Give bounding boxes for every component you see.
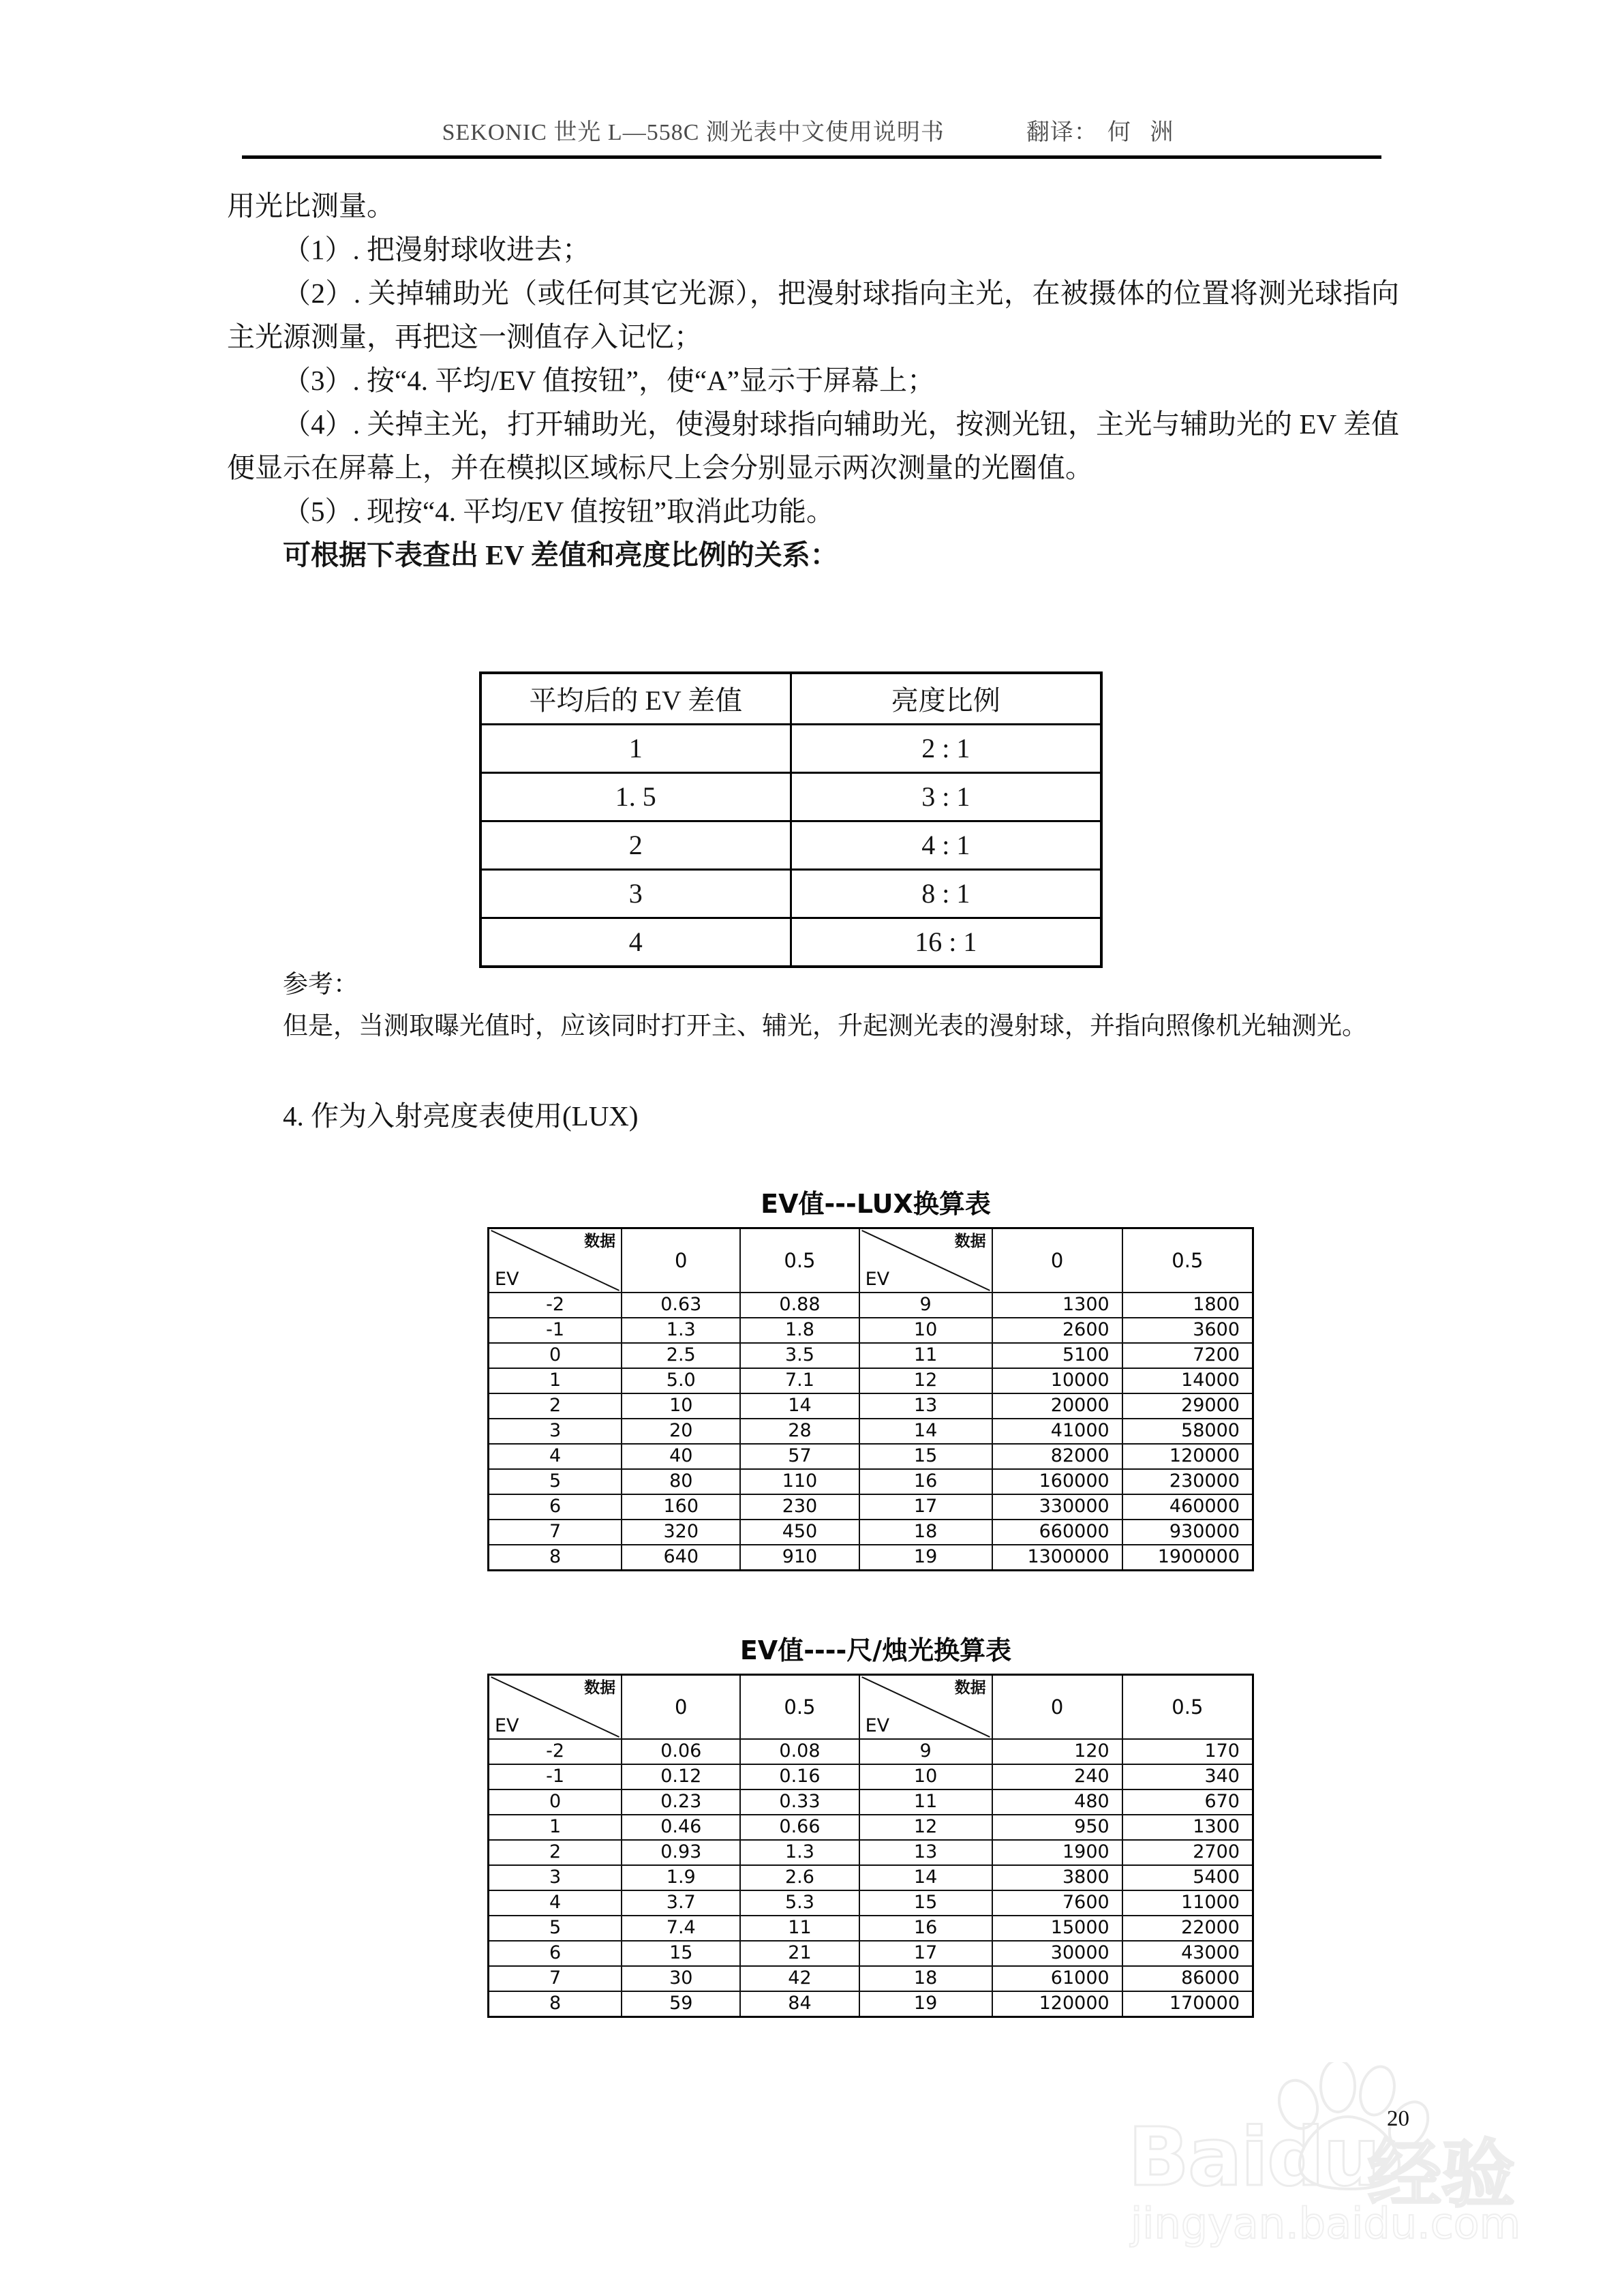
ev-value-cell: 18	[859, 1520, 992, 1545]
ev-difference-cell: 3	[480, 870, 791, 918]
value-cell-0: 5100	[992, 1343, 1122, 1368]
ev-value-cell: 6	[489, 1941, 622, 1966]
table-row	[489, 1494, 1253, 1520]
table-row	[489, 1916, 1253, 1941]
value-cell-0point5: 1.8	[740, 1318, 859, 1343]
value-cell-0: 0.63	[622, 1293, 740, 1318]
ev-value-cell: 11	[859, 1343, 992, 1368]
value-cell-0point5: 0.08	[740, 1739, 859, 1764]
table-row	[489, 1393, 1253, 1419]
lux-conversion-table	[487, 1227, 1254, 1571]
body-text-block	[227, 184, 1399, 577]
value-cell-0point5: 230	[740, 1494, 859, 1520]
ev-value-cell: 18	[859, 1966, 992, 1991]
lux-table-title: EV值---LUX换算表	[761, 1189, 991, 1219]
ev-value-cell: 19	[859, 1991, 992, 2017]
table-row	[489, 1789, 1253, 1815]
ev-value-cell: 1	[489, 1815, 622, 1840]
ev-value-cell: 17	[859, 1494, 992, 1520]
section-heading: 4. 作为入射亮度表使用(LUX)	[283, 1100, 639, 1132]
ev-value-cell: -2	[489, 1293, 622, 1318]
value-cell-0: 2600	[992, 1318, 1122, 1343]
value-cell-0point5: 57	[740, 1444, 859, 1469]
value-cell-0point5: 910	[740, 1545, 859, 1571]
value-cell-0: 15000	[992, 1916, 1122, 1941]
value-cell-0: 480	[992, 1789, 1122, 1815]
ev-difference-cell: 1. 5	[480, 773, 791, 821]
header-translator-label: 翻译：	[1026, 120, 1098, 145]
ev-value-cell: 8	[489, 1991, 622, 2017]
value-cell-0point5: 1800	[1122, 1293, 1253, 1318]
ev-value-cell: 14	[859, 1419, 992, 1444]
ev-value-cell: 14	[859, 1865, 992, 1890]
ev-ratio-table-wrap	[479, 671, 1103, 968]
corner-header-cell-left	[489, 1228, 622, 1293]
ev-value-cell: -1	[489, 1318, 622, 1343]
lux-table-wrap	[487, 1227, 1254, 1571]
table-row	[489, 1840, 1253, 1865]
ev-value-cell: 3	[489, 1419, 622, 1444]
value-cell-0: 10000	[992, 1368, 1122, 1393]
corner-header-cell-right	[859, 1228, 992, 1293]
ev-value-cell: 5	[489, 1469, 622, 1494]
value-cell-0point5: 5400	[1122, 1865, 1253, 1890]
value-cell-0point5: 22000	[1122, 1916, 1253, 1941]
value-cell-0: 3.7	[622, 1890, 740, 1916]
value-cell-0point5: 2.6	[740, 1865, 859, 1890]
value-cell-0point5: 0.88	[740, 1293, 859, 1318]
value-cell-0point5: 11	[740, 1916, 859, 1941]
value-cell-0: 120	[992, 1739, 1122, 1764]
table-row	[480, 773, 1101, 821]
ev-value-cell: 7	[489, 1966, 622, 1991]
value-cell-0: 20	[622, 1419, 740, 1444]
ev-value-cell: 15	[859, 1444, 992, 1469]
ev-difference-cell: 1	[480, 725, 791, 773]
brightness-ratio-cell: 4 : 1	[791, 821, 1101, 870]
reference-block	[227, 965, 1399, 1048]
column-header-0: 0	[622, 1675, 740, 1740]
value-cell-0: 7600	[992, 1890, 1122, 1916]
brightness-ratio-cell: 3 : 1	[791, 773, 1101, 821]
brightness-ratio-cell: 16 : 1	[791, 918, 1101, 967]
table-row	[489, 1520, 1253, 1545]
value-cell-0point5: 110	[740, 1469, 859, 1494]
ev-value-cell: 13	[859, 1393, 992, 1419]
value-cell-0: 40	[622, 1444, 740, 1469]
value-cell-0: 20000	[992, 1393, 1122, 1419]
table-row	[489, 1941, 1253, 1966]
table-row	[480, 918, 1101, 967]
table-row	[489, 1966, 1253, 1991]
value-cell-0: 0.93	[622, 1840, 740, 1865]
brightness-ratio-cell: 8 : 1	[791, 870, 1101, 918]
value-cell-0: 1300	[992, 1293, 1122, 1318]
value-cell-0point5: 43000	[1122, 1941, 1253, 1966]
column-header-0point5: 0.5	[1122, 1675, 1253, 1740]
value-cell-0point5: 930000	[1122, 1520, 1253, 1545]
corner-label-ev: EV	[495, 1268, 519, 1290]
table-header-row	[489, 1228, 1253, 1293]
table-row	[489, 1865, 1253, 1890]
ev-value-cell: 8	[489, 1545, 622, 1571]
table-intro-line: 可根据下表查出 EV 差值和亮度比例的关系：	[283, 539, 838, 571]
value-cell-0: 1.9	[622, 1865, 740, 1890]
column-header-0: 0	[992, 1228, 1122, 1293]
value-cell-0point5: 1.3	[740, 1840, 859, 1865]
ev-value-cell: 12	[859, 1368, 992, 1393]
value-cell-0: 61000	[992, 1966, 1122, 1991]
ev-ratio-table	[479, 671, 1103, 968]
value-cell-0: 59	[622, 1991, 740, 2017]
table-row	[480, 821, 1101, 870]
value-cell-0point5: 58000	[1122, 1419, 1253, 1444]
ev-value-cell: 10	[859, 1764, 992, 1789]
column-header-0: 0	[622, 1228, 740, 1293]
value-cell-0: 30	[622, 1966, 740, 1991]
ev-value-cell: 15	[859, 1890, 992, 1916]
ev-value-cell: 7	[489, 1520, 622, 1545]
value-cell-0: 41000	[992, 1419, 1122, 1444]
value-cell-0point5: 340	[1122, 1764, 1253, 1789]
brightness-ratio-cell: 2 : 1	[791, 725, 1101, 773]
value-cell-0point5: 1900000	[1122, 1545, 1253, 1571]
value-cell-0: 0.12	[622, 1764, 740, 1789]
value-cell-0point5: 460000	[1122, 1494, 1253, 1520]
page-number: 20	[1387, 2106, 1409, 2131]
value-cell-0point5: 120000	[1122, 1444, 1253, 1469]
table-row	[489, 1419, 1253, 1444]
value-cell-0: 0.23	[622, 1789, 740, 1815]
value-cell-0: 7.4	[622, 1916, 740, 1941]
value-cell-0: 82000	[992, 1444, 1122, 1469]
value-cell-0point5: 11000	[1122, 1890, 1253, 1916]
value-cell-0: 0.06	[622, 1739, 740, 1764]
ev-value-cell: 4	[489, 1890, 622, 1916]
watermark-brand: Baidu	[1128, 2110, 1379, 2204]
value-cell-0point5: 28	[740, 1419, 859, 1444]
ev-value-cell: 16	[859, 1916, 992, 1941]
ev-value-cell: 12	[859, 1815, 992, 1840]
header-translator-name: 何 洲	[1107, 120, 1180, 145]
value-cell-0point5: 14	[740, 1393, 859, 1419]
corner-header-cell-left	[489, 1675, 622, 1740]
value-cell-0: 80	[622, 1469, 740, 1494]
value-cell-0point5: 170000	[1122, 1991, 1253, 2017]
value-cell-0point5: 1300	[1122, 1815, 1253, 1840]
value-cell-0point5: 21	[740, 1941, 859, 1966]
step-5: （5）. 现按“4. 平均/EV 值按钮”取消此功能。	[283, 496, 834, 527]
value-cell-0: 160000	[992, 1469, 1122, 1494]
value-cell-0: 0.46	[622, 1815, 740, 1840]
step-3: （3）. 按“4. 平均/EV 值按钮”，使“A”显示于屏幕上；	[283, 365, 935, 396]
value-cell-0: 30000	[992, 1941, 1122, 1966]
table-row	[480, 870, 1101, 918]
value-cell-0point5: 230000	[1122, 1469, 1253, 1494]
page-header	[242, 106, 1380, 147]
ev-value-cell: 6	[489, 1494, 622, 1520]
table-row	[489, 1368, 1253, 1393]
value-cell-0point5: 670	[1122, 1789, 1253, 1815]
value-cell-0: 1.3	[622, 1318, 740, 1343]
ev-value-cell: 16	[859, 1469, 992, 1494]
column-header: 亮度比例	[791, 673, 1101, 725]
step-4: （4）. 关掉主光，打开辅助光，使漫射球指向辅助光，按测光钮，主光与辅助光的 EV 差值便显示在屏幕上，并在模拟区域标尺上会分别显示两次测量的光圈值。	[227, 408, 1399, 483]
ev-value-cell: 9	[859, 1293, 992, 1318]
ev-value-cell: 19	[859, 1545, 992, 1571]
value-cell-0: 240	[992, 1764, 1122, 1789]
value-cell-0: 640	[622, 1545, 740, 1571]
footcandle-conversion-table	[487, 1674, 1254, 2018]
value-cell-0point5: 3.5	[740, 1343, 859, 1368]
value-cell-0: 950	[992, 1815, 1122, 1840]
value-cell-0: 660000	[992, 1520, 1122, 1545]
table-row	[489, 1293, 1253, 1318]
header-title: SEKONIC 世光 L—558C 测光表中文使用说明书	[442, 120, 945, 145]
header-divider	[242, 155, 1381, 159]
ev-value-cell: 0	[489, 1789, 622, 1815]
value-cell-0point5: 5.3	[740, 1890, 859, 1916]
value-cell-0point5: 7200	[1122, 1343, 1253, 1368]
table-row	[489, 1739, 1253, 1764]
ev-value-cell: 17	[859, 1941, 992, 1966]
value-cell-0point5: 450	[740, 1520, 859, 1545]
value-cell-0point5: 84	[740, 1991, 859, 2017]
corner-header-cell-right	[859, 1675, 992, 1740]
ev-value-cell: 2	[489, 1840, 622, 1865]
column-header-0point5: 0.5	[1122, 1228, 1253, 1293]
value-cell-0point5: 42	[740, 1966, 859, 1991]
value-cell-0point5: 14000	[1122, 1368, 1253, 1393]
ev-value-cell: 5	[489, 1916, 622, 1941]
footcandle-table-title: EV值----尺/烛光换算表	[739, 1635, 1012, 1665]
ev-value-cell: 1	[489, 1368, 622, 1393]
table-row	[489, 1890, 1253, 1916]
table-header-row	[489, 1675, 1253, 1740]
value-cell-0point5: 86000	[1122, 1966, 1253, 1991]
section-heading-block	[227, 1094, 1399, 1138]
step-2: （2）. 关掉辅助光（或任何其它光源），把漫射球指向主光，在被摄体的位置将测光球指向主光源测量，再把这一测值存入记忆；	[227, 277, 1399, 352]
ev-difference-cell: 4	[480, 918, 791, 967]
value-cell-0: 10	[622, 1393, 740, 1419]
column-header-0: 0	[992, 1675, 1122, 1740]
corner-label-ev: EV	[865, 1715, 890, 1736]
value-cell-0point5: 2700	[1122, 1840, 1253, 1865]
table-row	[489, 1318, 1253, 1343]
table-row	[489, 1764, 1253, 1789]
ev-difference-cell: 2	[480, 821, 791, 870]
column-header-0point5: 0.5	[740, 1675, 859, 1740]
ev-value-cell: 13	[859, 1840, 992, 1865]
corner-label-ev: EV	[495, 1715, 519, 1736]
table-row	[489, 1545, 1253, 1571]
value-cell-0point5: 29000	[1122, 1393, 1253, 1419]
ev-value-cell: 11	[859, 1789, 992, 1815]
value-cell-0: 1900	[992, 1840, 1122, 1865]
footcandle-table-wrap	[487, 1674, 1254, 2018]
watermark-url: jingyan.baidu.com	[1131, 2199, 1521, 2248]
value-cell-0: 5.0	[622, 1368, 740, 1393]
watermark-brand-cn: 经验	[1368, 2132, 1516, 2218]
table-row	[489, 1815, 1253, 1840]
value-cell-0: 120000	[992, 1991, 1122, 2017]
corner-label-data: 数据	[584, 1233, 616, 1250]
corner-label-data: 数据	[954, 1233, 986, 1250]
value-cell-0point5: 0.33	[740, 1789, 859, 1815]
value-cell-0: 3800	[992, 1865, 1122, 1890]
value-cell-0: 330000	[992, 1494, 1122, 1520]
ev-value-cell: 2	[489, 1393, 622, 1419]
table-row	[489, 1469, 1253, 1494]
reference-text: 但是，当测取曝光值时，应该同时打开主、辅光，升起测光表的漫射球，并指向照像机光轴测光。	[283, 1012, 1367, 1040]
table-row	[489, 1991, 1253, 2017]
table-row	[489, 1343, 1253, 1368]
ev-value-cell: 3	[489, 1865, 622, 1890]
corner-label-data: 数据	[954, 1679, 986, 1697]
ev-value-cell: 4	[489, 1444, 622, 1469]
reference-label: 参考：	[283, 971, 358, 999]
value-cell-0: 1300000	[992, 1545, 1122, 1571]
step-1: （1）. 把漫射球收进去；	[283, 234, 590, 265]
value-cell-0: 2.5	[622, 1343, 740, 1368]
baidu-watermark	[1128, 2062, 1564, 2267]
corner-label-data: 数据	[584, 1679, 616, 1697]
ev-value-cell: 10	[859, 1318, 992, 1343]
ev-value-cell: 9	[859, 1739, 992, 1764]
corner-label-ev: EV	[865, 1268, 890, 1290]
table-row	[480, 673, 1101, 725]
value-cell-0point5: 0.16	[740, 1764, 859, 1789]
table-row	[489, 1444, 1253, 1469]
ev-value-cell: 0	[489, 1343, 622, 1368]
ev-value-cell: -2	[489, 1739, 622, 1764]
intro-line: 用光比测量。	[227, 190, 395, 222]
value-cell-0point5: 0.66	[740, 1815, 859, 1840]
value-cell-0point5: 7.1	[740, 1368, 859, 1393]
value-cell-0: 15	[622, 1941, 740, 1966]
value-cell-0point5: 170	[1122, 1739, 1253, 1764]
value-cell-0point5: 3600	[1122, 1318, 1253, 1343]
value-cell-0: 320	[622, 1520, 740, 1545]
ev-value-cell: -1	[489, 1764, 622, 1789]
value-cell-0: 160	[622, 1494, 740, 1520]
column-header-0point5: 0.5	[740, 1228, 859, 1293]
table-row	[480, 725, 1101, 773]
column-header: 平均后的 EV 差值	[480, 673, 791, 725]
